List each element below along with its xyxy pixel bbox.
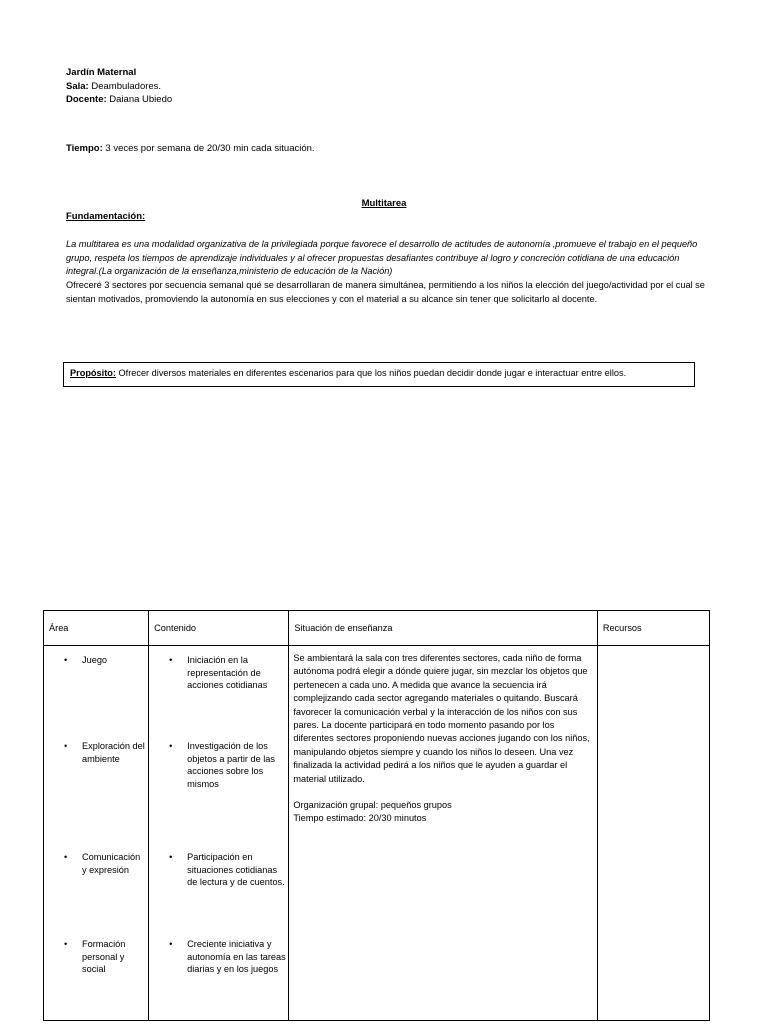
contenido-item: • Investigación de los objetos a partir de las acciones sobre los mismos (169, 741, 275, 789)
bullet-icon: • (169, 939, 173, 949)
contenido-item: • Iniciación en la representación de acciones cotidianas (169, 655, 268, 690)
organizacion-grupal: Organización grupal: pequeños grupos (293, 800, 452, 811)
proposito-box (63, 362, 695, 387)
area-cell (44, 646, 149, 1021)
fundamentacion-quote: La multitarea es una modalidad organizativa de la privilegiada porque favorece el desarrollo de actitudes de autonomía ,promueve el trabajo en el pequeño grupo, respeta los tiempos de aprendizaje individuales y al ofrecer propuestas desafiantes contribuye al logro y concreción cotidiana de una educación integral.(La organización de la enseñanza,ministerio de educación de la Nación) (66, 239, 698, 277)
document-header (66, 66, 172, 107)
table-header-row (44, 611, 710, 646)
situacion-cell (289, 646, 597, 1021)
recursos-cell (597, 646, 709, 1021)
proposito-text: Ofrecer diversos materiales en diferentes escenarios para que los niños puedan decidir donde jugar e interactuar entre ellos. (115, 368, 627, 378)
fundamentacion-title: Fundamentación: (66, 211, 146, 222)
docente-label: Docente: (66, 94, 107, 105)
bullet-icon: • (169, 655, 173, 665)
tiempo-value: 3 veces por semana de 20/30 min cada situación. (102, 143, 315, 154)
bullet-icon: • (64, 655, 68, 665)
document-title: Multitarea (361, 198, 407, 209)
header-situacion: Situación de enseñanza (289, 611, 597, 646)
planning-table (43, 610, 710, 1021)
tiempo-label: Tiempo: (66, 143, 103, 154)
contenido-item: • Creciente iniciativa y autonomía en las tareas diarias y en los juegos (169, 939, 286, 974)
area-item: • Formación personal y social (64, 939, 126, 974)
fundamentacion-body (66, 238, 706, 307)
docente-value: Daiana Ubiedo (106, 94, 173, 105)
header-recursos: Recursos (597, 611, 709, 646)
area-item: • Juego (64, 655, 108, 665)
area-item: • Comunicación y expresión (64, 852, 141, 875)
bullet-icon: • (64, 939, 68, 949)
fundamentacion-text: Ofreceré 3 sectores por secuencia semanal qué se desarrollaran de manera simultánea, permitiendo a los niños la elección del juego/actividad por el cual se sientan motivados, promoviendo la autonomía en sus elecciones y con el material a su alcance sin tener que solicitarlo al docente. (66, 280, 705, 304)
sala-value: Deambuladores. (88, 80, 162, 92)
proposito-label: Propósito: (70, 368, 116, 378)
situacion-text: Se ambientará la sala con tres diferentes sectores, cada niño de forma autónoma podrá elegir a dónde quiere jugar, sin mezclar los objetos que pertenecen a cada uno. A medida que avance la secuencia irá complejizando cada sector agregando materiales o quitando. Buscará favorecer la comunicación verbal y la interacción de los niños con sus pares. La docente participará en todo momento pasando por los diferentes sectores proponiendo nuevas acciones jugando con los niños, manipulando objetos siempre y cuando los niños lo deseen. Una vez finalizada la actividad pedirá a los niños que le ayuden a guardar el material utilizado. (293, 653, 590, 784)
sala-label: Sala: (66, 80, 89, 92)
institution-name: Jardín Maternal (66, 67, 137, 78)
contenido-item: • Participación en situaciones cotidianas de lectura y de cuentos. (169, 852, 285, 887)
header-contenido: Contenido (149, 611, 289, 646)
area-item: • Exploración del ambiente (64, 741, 145, 764)
bullet-icon: • (64, 741, 68, 751)
table-row (44, 646, 710, 1021)
contenido-cell (149, 646, 289, 1021)
bullet-icon: • (169, 741, 173, 751)
bullet-icon: • (169, 852, 173, 862)
tiempo-line (66, 143, 315, 154)
bullet-icon: • (64, 852, 68, 862)
tiempo-estimado: Tiempo estimado: 20/30 minutos (293, 813, 427, 824)
header-area: Área (44, 611, 149, 646)
